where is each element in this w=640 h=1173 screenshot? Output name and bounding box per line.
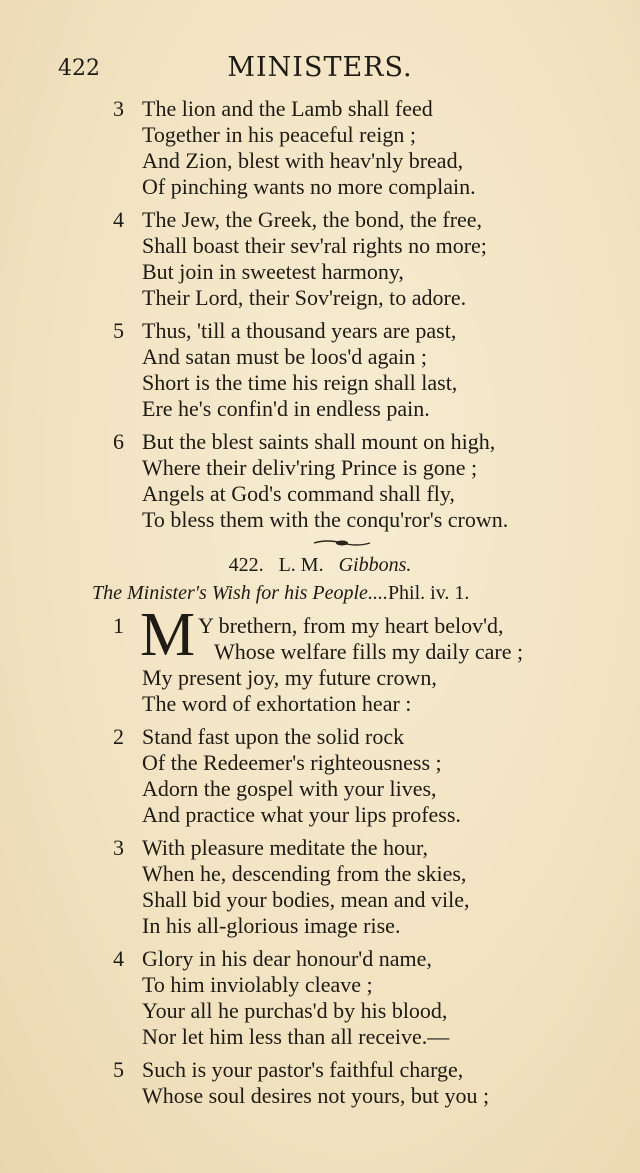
verse-line: The Jew, the Greek, the bond, the free, <box>142 207 483 232</box>
verse-line: Y brethern, from my heart belov'd, <box>198 613 504 638</box>
drop-cap: M <box>140 601 196 669</box>
verse-line: When he, descending from the skies, <box>142 861 467 886</box>
verse-line: And satan must be loos'd again ; <box>142 344 428 369</box>
verse-line: Shall boast their sev'ral rights no more; <box>142 233 487 258</box>
verse-line: Such is your pastor's faithful charge, <box>142 1057 464 1082</box>
verse-line: Their Lord, their Sov'reign, to adore. <box>142 285 467 310</box>
stanza-number: 3 <box>113 96 124 121</box>
verse-line: Whose welfare fills my daily care ; <box>214 639 524 664</box>
page-header <box>0 52 640 84</box>
stanza-number: 5 <box>113 318 124 343</box>
verse-line: Adorn the gospel with your lives, <box>142 776 437 801</box>
page-number: 422 <box>58 56 100 81</box>
stanza-number: 3 <box>113 835 124 860</box>
verse-line: Of pinching wants no more complain. <box>142 174 476 199</box>
verse-line: The lion and the Lamb shall feed <box>142 96 433 121</box>
verse-line: To him inviolably cleave ; <box>142 972 373 997</box>
verse-line: Angels at God's command shall fly, <box>142 481 455 506</box>
hymn-number: 422. <box>228 554 264 576</box>
verse-line: Of the Redeemer's righteousness ; <box>142 750 442 775</box>
verse-line: Ere he's confin'd in endless pain. <box>142 396 430 421</box>
stanza-number: 6 <box>113 429 124 454</box>
verse-line: Your all he purchas'd by his blood, <box>142 998 448 1023</box>
verse-line: But the blest saints shall mount on high, <box>142 429 496 454</box>
verse-line: Thus, 'till a thousand years are past, <box>142 318 457 343</box>
verse-line: But join in sweetest harmony, <box>142 259 404 284</box>
stanza-number: 4 <box>113 946 124 971</box>
verse-line: And practice what your lips profess. <box>142 802 461 827</box>
hymn-meter: L. M. <box>278 554 324 576</box>
verse-line: Shall bid your bodies, mean and vile, <box>142 887 470 912</box>
hymn-author: Gibbons. <box>338 554 412 576</box>
stanza-number: 4 <box>113 207 124 232</box>
verse-line: In his all-glorious image rise. <box>142 913 401 938</box>
verse-line: Short is the time his reign shall last, <box>142 370 458 395</box>
verse-line: With pleasure meditate the hour, <box>142 835 428 860</box>
verse-line: Whose soul desires not yours, but you ; <box>142 1083 490 1108</box>
verse-line: The word of exhortation hear : <box>142 691 412 716</box>
verse-line: Nor let him less than all receive.— <box>142 1024 450 1049</box>
stanza-number: 1 <box>113 613 124 638</box>
ornament-rule-icon <box>312 538 372 548</box>
hymn-title: The Minister's Wish for his People.... <box>92 582 388 604</box>
scripture-reference: Phil. iv. 1. <box>387 582 470 604</box>
verse-line: Stand fast upon the solid rock <box>142 724 405 749</box>
verse-line: Where their deliv'ring Prince is gone ; <box>142 455 478 480</box>
running-title: MINISTERS. <box>227 52 413 83</box>
stanza-number: 2 <box>113 724 124 749</box>
verse-line: Glory in his dear honour'd name, <box>142 946 432 971</box>
verse-line: My present joy, my future crown, <box>142 665 437 690</box>
hymn-heading <box>0 554 640 577</box>
stanza-number: 5 <box>113 1057 124 1082</box>
verse-line: Together in his peaceful reign ; <box>142 122 416 147</box>
verse-line: And Zion, blest with heav'nly bread, <box>142 148 464 173</box>
verse-line: To bless them with the conqu'ror's crown. <box>142 507 509 532</box>
